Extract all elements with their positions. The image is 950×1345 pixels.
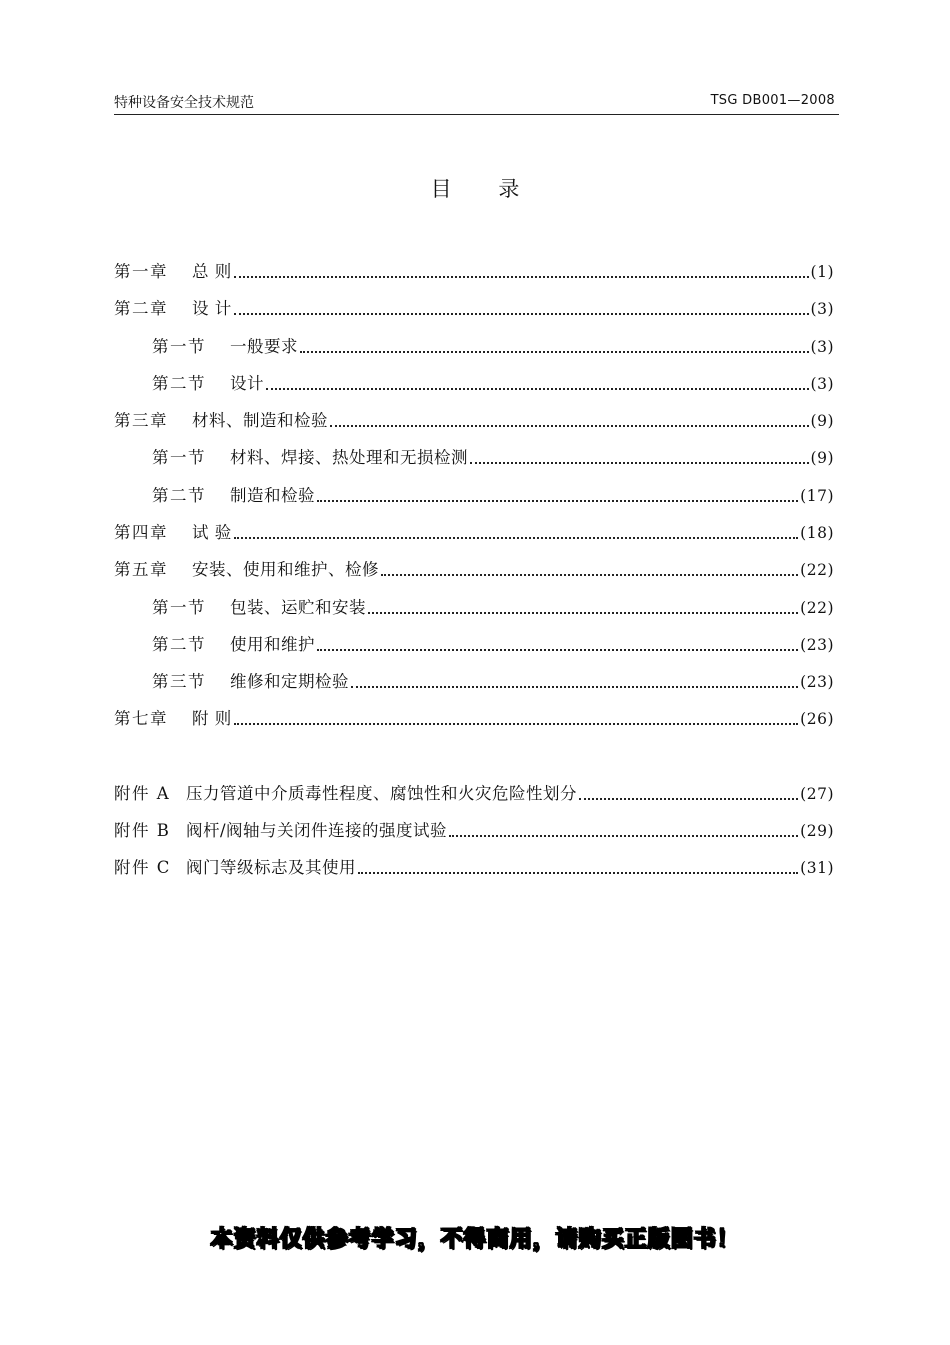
toc-entry-appendix-b[interactable] xyxy=(114,819,834,843)
toc-entry-chapter-7[interactable] xyxy=(114,707,834,731)
toc-entry-appendix-c[interactable] xyxy=(114,856,834,880)
page-title: 目 录 xyxy=(430,177,540,201)
toc-page: (22) xyxy=(800,599,834,617)
toc-title: 材料、焊接、热处理和无损检测 xyxy=(230,448,468,467)
toc-number: 第七章 xyxy=(114,709,168,728)
toc-entry-chapter-3-section-2[interactable] xyxy=(152,484,834,508)
dot-leader xyxy=(266,388,809,390)
header-standard-code: TSG DB001—2008 xyxy=(710,93,835,108)
toc-title: 试 验 xyxy=(192,523,232,542)
toc-page: (26) xyxy=(800,710,834,728)
dot-leader xyxy=(234,276,809,278)
toc-title: 制造和检验 xyxy=(230,486,315,505)
toc-title: 维修和定期检验 xyxy=(230,672,349,691)
dot-leader xyxy=(234,723,798,725)
toc-number: 第一节 xyxy=(152,337,206,356)
toc-page: (3) xyxy=(810,300,834,318)
toc-title: 压力管道中介质毒性程度、腐蚀性和火灾危险性划分 xyxy=(186,784,577,803)
dot-leader xyxy=(300,351,809,353)
toc-number: 第二节 xyxy=(152,374,206,393)
toc-page: (9) xyxy=(810,412,834,430)
toc-entry-chapter-4[interactable] xyxy=(114,521,834,545)
toc-page: (23) xyxy=(800,636,834,654)
toc-number: 附件 C xyxy=(114,858,171,877)
watermark-notice xyxy=(0,1222,950,1253)
toc-title: 阀门等级标志及其使用 xyxy=(186,858,356,877)
dot-leader xyxy=(470,462,809,464)
dot-leader xyxy=(579,798,798,800)
watermark-text-highlight: 不得商用 xyxy=(440,1227,533,1252)
toc-entry-appendix-a[interactable] xyxy=(114,782,834,806)
toc-page: (31) xyxy=(800,859,834,877)
toc-number: 第二节 xyxy=(152,486,206,505)
toc-page: (23) xyxy=(800,673,834,691)
toc-title: 包装、运贮和安装 xyxy=(230,598,366,617)
toc-number: 第二节 xyxy=(152,635,206,654)
header-series-title: 特种设备安全技术规范 xyxy=(114,95,254,111)
dot-leader xyxy=(358,872,798,874)
toc-number: 第三章 xyxy=(114,411,168,430)
toc-entry-chapter-5[interactable] xyxy=(114,558,834,582)
toc-title: 材料、制造和检验 xyxy=(192,411,328,430)
toc-entry-chapter-5-section-3[interactable] xyxy=(152,670,834,694)
toc-title: 附 则 xyxy=(192,709,232,728)
dot-leader xyxy=(351,686,798,688)
toc-page: (3) xyxy=(810,375,834,393)
dot-leader xyxy=(368,612,798,614)
toc-title: 一般要求 xyxy=(230,337,298,356)
dot-leader xyxy=(317,500,798,502)
toc-title: 阀杆/阀轴与关闭件连接的强度试验 xyxy=(186,821,448,840)
toc-entry-chapter-2-section-2[interactable] xyxy=(152,372,834,396)
toc-entry-chapter-2[interactable] xyxy=(114,297,834,321)
toc-title: 使用和维护 xyxy=(230,635,315,654)
toc-page: (27) xyxy=(800,785,834,803)
toc-page: (29) xyxy=(800,822,834,840)
dot-leader xyxy=(449,835,798,837)
toc-entry-chapter-5-section-1[interactable] xyxy=(152,596,834,620)
dot-leader xyxy=(234,537,798,539)
toc-number: 第一节 xyxy=(152,448,206,467)
toc-number: 第一章 xyxy=(114,262,168,281)
toc-page: (9) xyxy=(810,449,834,467)
toc-page: (3) xyxy=(810,338,834,356)
toc-page: (17) xyxy=(800,487,834,505)
toc-number: 第二章 xyxy=(114,299,168,318)
toc-page: (22) xyxy=(800,561,834,579)
toc-title: 安装、使用和维护、检修 xyxy=(192,560,379,579)
dot-leader xyxy=(234,313,809,315)
toc-entry-chapter-1[interactable] xyxy=(114,260,834,284)
toc-title: 总 则 xyxy=(192,262,232,281)
toc-page: (18) xyxy=(800,524,834,542)
toc-entry-chapter-5-section-2[interactable] xyxy=(152,633,834,657)
toc-entry-chapter-3[interactable] xyxy=(114,409,834,433)
toc-title: 设 计 xyxy=(192,299,232,318)
toc-number: 第一节 xyxy=(152,598,206,617)
toc-number: 第四章 xyxy=(114,523,168,542)
dot-leader xyxy=(317,649,798,651)
toc-entry-chapter-3-section-1[interactable] xyxy=(152,446,834,470)
toc-number: 附件 B xyxy=(114,821,171,840)
page-header xyxy=(114,88,839,115)
toc-title: 设计 xyxy=(230,374,264,393)
dot-leader xyxy=(330,425,809,427)
toc-number: 第五章 xyxy=(114,560,168,579)
watermark-text-2: ，请购买正版图书！ xyxy=(532,1227,740,1252)
toc-page: (1) xyxy=(810,263,834,281)
toc-number: 第三节 xyxy=(152,672,206,691)
toc-number: 附件 A xyxy=(114,784,171,803)
toc-entry-chapter-2-section-1[interactable] xyxy=(152,335,834,359)
dot-leader xyxy=(381,574,798,576)
watermark-text-1: 本资料仅供参考学习， xyxy=(210,1227,441,1252)
